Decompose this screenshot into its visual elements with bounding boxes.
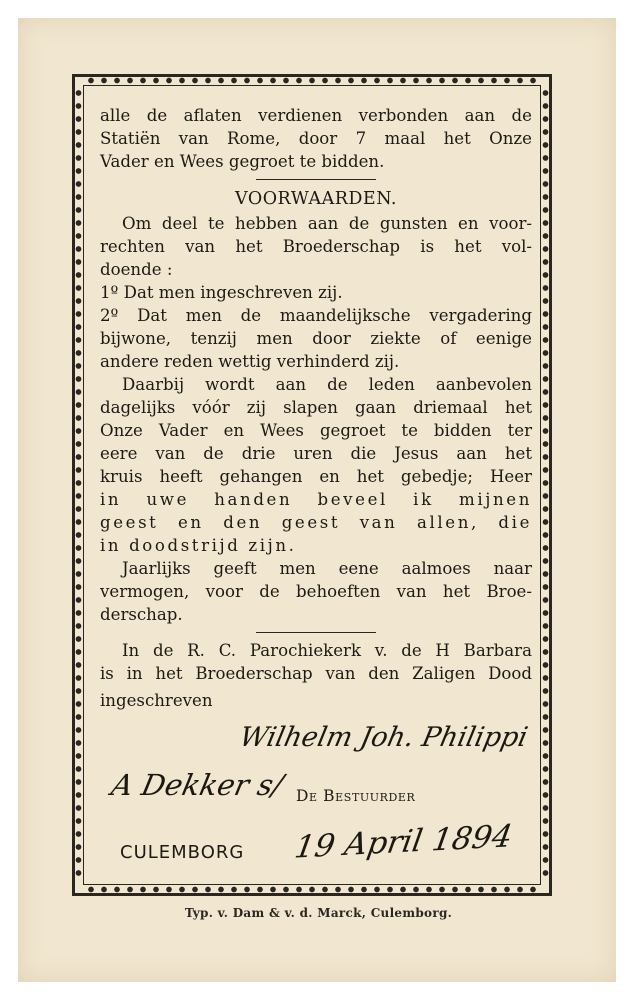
- advice-line: in uwe handen beveel ik mijnen: [100, 490, 532, 509]
- conditions-line: 2º Dat men de maandelijksche vergadering: [100, 306, 532, 325]
- handwritten-member-name: Wilhelm Joh. Philippi: [236, 722, 531, 753]
- conditions-line: bijwone, tenzij men door ziekte of eenige: [100, 329, 532, 348]
- alms-line: derschap.: [100, 605, 183, 624]
- border-ornament-right: [542, 87, 549, 883]
- handwritten-date: 19 April 1894: [292, 818, 515, 866]
- handwritten-signature: A Dekker s/: [108, 768, 287, 802]
- section-divider: [256, 179, 376, 180]
- advice-line: in doodstrijd zijn.: [100, 536, 297, 555]
- alms-line: Jaarlijks geeft men eene aalmoes naar: [122, 559, 532, 578]
- place-name: CULEMBORG: [120, 842, 245, 863]
- registration-line: is in het Broederschap van den Zaligen Dood: [100, 664, 532, 683]
- border-ornament-bottom: [85, 886, 539, 893]
- conditions-line: rechten van het Broederschap is het vol-: [100, 237, 532, 256]
- card-text: [100, 104, 532, 712]
- conditions-line: doende :: [100, 260, 173, 279]
- intro-line: Statiën van Rome, door 7 maal het Onze: [100, 129, 532, 148]
- signatory-role: De Bestuurder: [296, 787, 416, 805]
- border-ornament-top: [85, 77, 539, 84]
- intro-line: alle de aflaten verdienen verbonden aan de: [100, 106, 532, 125]
- advice-line: dagelijks vóór zij slapen gaan driemaal het: [100, 398, 532, 417]
- advice-line: geest en den geest van allen, die: [100, 513, 532, 532]
- conditions-line: 1º Dat men ingeschreven zij.: [100, 283, 343, 302]
- printer-imprint: Typ. v. Dam & v. d. Marck, Culemborg.: [184, 906, 453, 920]
- section-divider: [256, 632, 376, 633]
- advice-line: Onze Vader en Wees gegroet te bidden ter: [100, 421, 532, 440]
- conditions-line: andere reden wettig verhinderd zij.: [100, 352, 400, 371]
- intro-line: Vader en Wees gegroet te bidden.: [100, 152, 385, 171]
- advice-line: Daarbij wordt aan de leden aanbevolen: [122, 375, 532, 394]
- registration-line: ingeschreven: [100, 691, 213, 710]
- advice-line: eere van de drie uren die Jesus aan het: [100, 444, 532, 463]
- conditions-line: Om deel te hebben aan de gunsten en voor-: [122, 214, 532, 233]
- advice-line: kruis heeft gehangen en het gebedje; Heer: [100, 467, 532, 486]
- section-heading: VOORWAARDEN.: [235, 189, 397, 209]
- border-ornament-left: [75, 87, 82, 883]
- registration-line: In de R. C. Parochiekerk v. de H Barbara: [122, 641, 532, 660]
- alms-line: vermogen, voor de behoeften van het Broe-: [100, 582, 532, 601]
